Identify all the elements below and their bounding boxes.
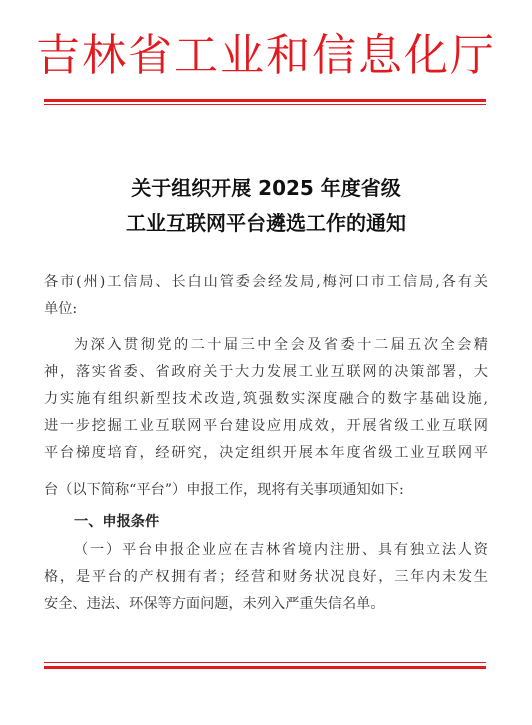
body-line: 为深入贯彻党的二十届三中全会及省委十二届五次全会精	[74, 337, 488, 353]
notice-title-line1: 关于组织开展 2025 年度省级	[131, 176, 401, 200]
addressee-line: 各市(州)工信局、长白山管委会经发局,梅河口市工信局,各有关	[44, 274, 488, 290]
footer-rule-thin	[44, 662, 486, 663]
body-line: 格，是平台的产权拥有者；经营和财务状况良好，三年内未发生	[44, 569, 488, 585]
body-line: 神，落实省委、省政府关于大力发展工业互联网的决策部署，大	[44, 364, 488, 380]
header-rule-thin	[44, 104, 486, 105]
body-line: 平台梯度培育，经研究，决定组织开展本年度省级工业互联网平	[44, 445, 488, 461]
header-rule-thick	[44, 99, 486, 102]
organization-header: 吉林省工业和信息化厅	[36, 30, 496, 81]
addressee-line: 单位:	[44, 301, 78, 317]
body-line: 安全、违法、环保等方面问题，未列入严重失信名单。	[44, 596, 385, 612]
body-line: （一）平台申报企业应在吉林省境内注册、具有独立法人资	[74, 542, 488, 558]
body-line: 台（以下简称“平台”）申报工作，现将有关事项通知如下:	[44, 482, 404, 498]
footer-rule-thick	[44, 666, 486, 669]
body-line: 力实施有组织新型技术改造,筑强数实深度融合的数字基础设施,	[44, 391, 488, 407]
section-heading: 一、申报条件	[74, 514, 160, 530]
notice-title-line2: 工业互联网平台遴选工作的通知	[126, 211, 406, 235]
body-line: 进一步挖掘工业互联网平台建设应用成效，开展省级工业互联网	[44, 418, 488, 434]
